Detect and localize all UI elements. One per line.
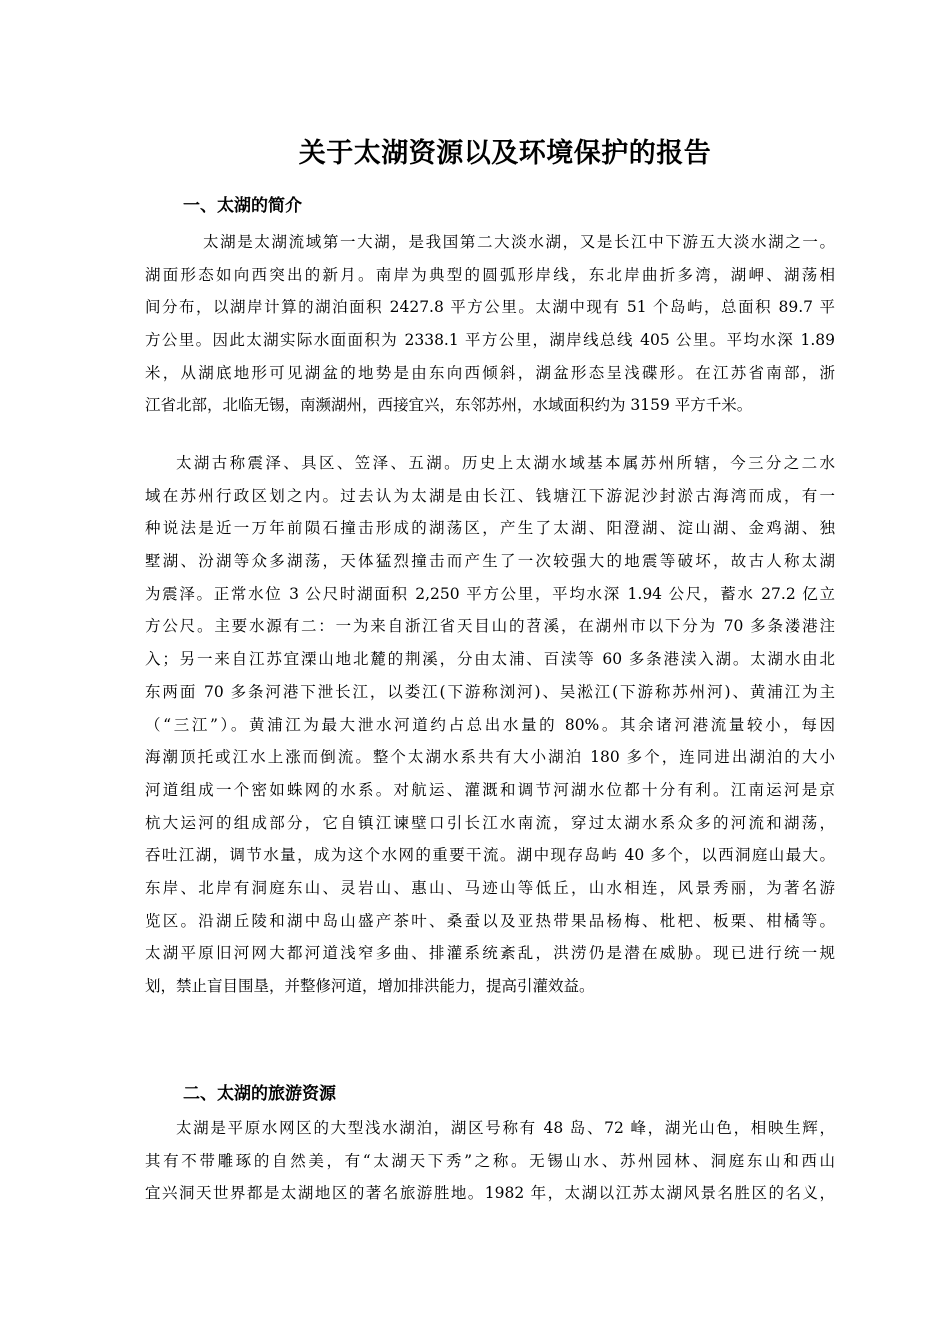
text-line: 域在苏州行政区划之内。过去认为太湖是由长江、钱塘江下游泥沙封淤古海湾而成，有一 bbox=[145, 486, 835, 505]
paragraph-tourism-1 bbox=[145, 1112, 835, 1210]
paragraph-intro-2 bbox=[145, 447, 835, 1003]
text-line: 太湖平原旧河网大都河道浅窄多曲、排灌系统紊乱，洪涝仍是潜在威胁。现已进行统一规 bbox=[145, 944, 835, 963]
text-line: 宜兴洞天世界都是太湖地区的著名旅游胜地。1982 年，太湖以江苏太湖风景名胜区的名义， bbox=[145, 1184, 835, 1203]
text-line: 河道组成一个密如蛛网的水系。对航运、灌溉和调节河湖水位都十分有利。江南运河是京 bbox=[145, 780, 835, 799]
text-line: 杭大运河的组成部分，它自镇江谏壁口引长江水南流，穿过太湖水系众多的河流和湖荡， bbox=[145, 813, 835, 832]
text-line: 东岸、北岸有洞庭东山、灵岩山、惠山、马迹山等低丘，山水相连，风景秀丽，为著名游 bbox=[145, 878, 835, 897]
section-heading-intro: 一、太湖的简介 bbox=[183, 196, 302, 216]
text-line: 米，从湖底地形可见湖盆的地势是由东向西倾斜，湖盆形态呈浅碟形。在江苏省南部，浙 bbox=[145, 363, 835, 382]
text-line: 太湖古称震泽、具区、笠泽、五湖。历史上太湖水域基本属苏州所辖，今三分之二水 bbox=[176, 454, 835, 472]
text-line: 墅湖、汾湖等众多湖荡，天体猛烈撞击而产生了一次较强大的地震等破坏，故古人称太湖 bbox=[145, 552, 835, 571]
section-heading-tourism: 二、太湖的旅游资源 bbox=[183, 1084, 336, 1104]
text-line: 其有不带雕琢的自然美，有“太湖天下秀”之称。无锡山水、苏州园林、洞庭东山和西山 bbox=[145, 1151, 835, 1170]
text-line: 间分布，以湖岸计算的湖泊面积 2427.8 平方公里。太湖中现有 51 个岛屿，总面积 89.7 平 bbox=[145, 298, 835, 317]
text-line: 东两面 70 多条河港下泄长江，以娄江(下游称浏河)、吴淞江(下游称苏州河)、黄浦江为主 bbox=[145, 682, 835, 701]
text-line: 湖面形态如向西突出的新月。南岸为典型的圆弧形岸线，东北岸曲折多湾，湖岬、湖荡相 bbox=[145, 265, 835, 284]
text-line: 方公尺。主要水源有二：一为来自浙江省天目山的苕溪，在湖州市以下分为 70 多条溇港注 bbox=[145, 617, 835, 636]
text-line: 方公里。因此太湖实际水面面积为 2338.1 平方公里，湖岸线总线 405 公里。平均水深 1.89 bbox=[145, 331, 835, 350]
text-line: 览区。沿湖丘陵和湖中岛山盛产茶叶、桑蚕以及亚热带果品杨梅、枇杷、板栗、柑橘等。 bbox=[145, 911, 835, 930]
text-line: 海潮顶托或江水上涨而倒流。整个太湖水系共有大小湖泊 180 多个，连同进出湖泊的大小 bbox=[145, 748, 835, 767]
text-line: 太湖是太湖流域第一大湖，是我国第二大淡水湖，又是长江中下游五大淡水湖之一。 bbox=[203, 233, 835, 251]
text-line: 为震泽。正常水位 3 公尺时湖面积 2,250 平方公里，平均水深 1.94 公尺，蓄水 27.2 亿立 bbox=[145, 584, 835, 603]
text-line: 种说法是近一万年前陨石撞击形成的湖荡区，产生了太湖、阳澄湖、淀山湖、金鸡湖、独 bbox=[145, 519, 835, 538]
text-line: 入；另一来自江苏宜溧山地北麓的荆溪，分由太浦、百渎等 60 多条港渎入湖。太湖水由北 bbox=[145, 650, 835, 669]
text-line: 太湖是平原水网区的大型浅水湖泊，湖区号称有 48 岛、72 峰，湖光山色，相映生辉， bbox=[176, 1119, 835, 1137]
document-title: 关于太湖资源以及环境保护的报告 bbox=[298, 138, 712, 169]
text-line: 江省北部，北临无锡，南濒湖州，西接宜兴，东邻苏州，水域面积约为 3159 平方千米。 bbox=[145, 396, 753, 415]
paragraph-intro-1 bbox=[145, 226, 835, 422]
text-line: 划，禁止盲目围垦，并整修河道，增加排洪能力，提高引灌效益。 bbox=[145, 977, 595, 995]
text-line: 吞吐江湖，调节水量，成为这个水网的重要干流。湖中现存岛屿 40 多个，以西洞庭山最大。 bbox=[145, 846, 835, 865]
text-line: （“三江”）。黄浦江为最大泄水河道约占总出水量的 80%。其余诸河港流量较小，每因 bbox=[145, 715, 835, 734]
